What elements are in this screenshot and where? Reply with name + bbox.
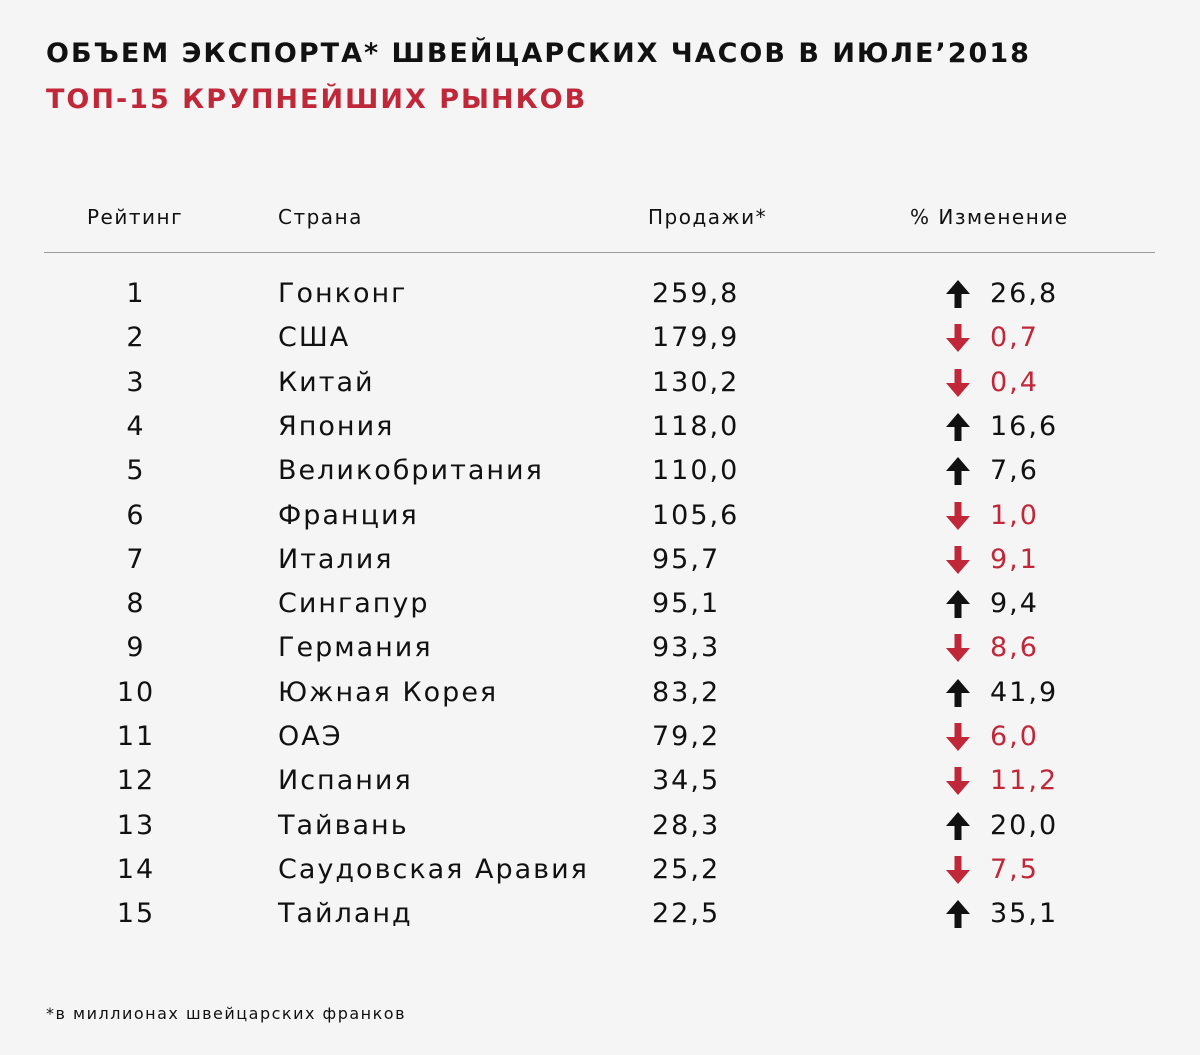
country-cell: США [278, 322, 351, 354]
rank-cell: 1 [126, 278, 146, 309]
table-row [0, 892, 1200, 936]
table-row [0, 671, 1200, 715]
country-cell: Япония [278, 410, 395, 442]
table-row [0, 361, 1200, 405]
change-cell: 1,0 [990, 499, 1039, 531]
rank-cell: 10 [116, 676, 156, 708]
sales-cell: 179,9 [652, 322, 740, 354]
rank-cell: 14 [116, 853, 156, 885]
change-cell: 6,0 [990, 721, 1039, 752]
sales-cell: 259,8 [652, 278, 740, 309]
header-divider [44, 252, 1155, 253]
change-cell: 9,4 [990, 588, 1039, 620]
sales-cell: 95,7 [652, 543, 721, 575]
arrow-down-icon [944, 722, 972, 752]
table-row [0, 715, 1200, 759]
country-cell: ОАЭ [278, 721, 343, 752]
arrow-down-icon [944, 633, 972, 663]
change-cell: 35,1 [990, 898, 1059, 930]
sales-cell: 83,2 [652, 676, 721, 708]
arrow-up-icon [944, 589, 972, 619]
table-row [0, 848, 1200, 892]
column-header-rank: Рейтинг [87, 205, 184, 229]
arrow-down-icon [944, 501, 972, 531]
change-cell: 7,5 [990, 853, 1039, 885]
rank-cell: 13 [116, 809, 156, 841]
change-cell: 16,6 [990, 410, 1059, 442]
column-header-change: % Изменение [910, 205, 1069, 229]
column-header-country: Страна [278, 205, 363, 229]
arrow-down-icon [944, 855, 972, 885]
table-row [0, 759, 1200, 803]
rank-cell: 3 [126, 366, 146, 398]
arrow-down-icon [944, 368, 972, 398]
change-cell: 0,4 [990, 366, 1039, 398]
country-cell: Франция [278, 499, 419, 531]
country-cell: Саудовская Аравия [278, 853, 589, 885]
country-cell: Испания [278, 765, 413, 797]
rank-cell: 8 [126, 588, 146, 620]
rank-cell: 7 [126, 543, 146, 575]
country-cell: Тайланд [278, 898, 413, 930]
change-cell: 0,7 [990, 322, 1039, 354]
change-cell: 41,9 [990, 676, 1059, 708]
table-row [0, 449, 1200, 493]
arrow-up-icon [944, 678, 972, 708]
table-row [0, 582, 1200, 626]
sales-cell: 95,1 [652, 588, 721, 620]
rank-cell: 5 [126, 455, 146, 487]
table-row [0, 494, 1200, 538]
rank-cell: 12 [116, 765, 156, 797]
country-cell: Сингапур [278, 588, 430, 620]
table-row [0, 626, 1200, 670]
sales-cell: 28,3 [652, 809, 721, 841]
rank-cell: 15 [116, 898, 156, 930]
sales-cell: 25,2 [652, 853, 721, 885]
arrow-up-icon [944, 279, 972, 309]
table-row [0, 272, 1200, 316]
country-cell: Гонконг [278, 278, 408, 309]
change-cell: 20,0 [990, 809, 1059, 841]
sales-cell: 79,2 [652, 721, 721, 752]
arrow-up-icon [944, 412, 972, 442]
sales-cell: 22,5 [652, 898, 721, 930]
sales-cell: 93,3 [652, 632, 721, 664]
change-cell: 11,2 [990, 765, 1059, 797]
chart-subtitle: ТОП-15 КРУПНЕЙШИХ РЫНКОВ [46, 84, 588, 115]
country-cell: Южная Корея [278, 676, 499, 708]
change-cell: 26,8 [990, 278, 1059, 309]
footnote: *в миллионах швейцарских франков [46, 1004, 407, 1023]
country-cell: Великобритания [278, 455, 544, 487]
sales-cell: 110,0 [652, 455, 740, 487]
arrow-down-icon [944, 545, 972, 575]
change-cell: 9,1 [990, 543, 1039, 575]
sales-cell: 118,0 [652, 410, 740, 442]
table-row [0, 804, 1200, 848]
rank-cell: 11 [116, 721, 156, 752]
change-cell: 8,6 [990, 632, 1039, 664]
rank-cell: 4 [126, 410, 146, 442]
arrow-down-icon [944, 323, 972, 353]
country-cell: Китай [278, 366, 375, 398]
table-row [0, 405, 1200, 449]
country-cell: Тайвань [278, 809, 409, 841]
chart-title: ОБЪЕМ ЭКСПОРТА* ШВЕЙЦАРСКИХ ЧАСОВ В ИЮЛЕ’2018 [46, 38, 1031, 69]
change-cell: 7,6 [990, 455, 1039, 487]
column-header-sales: Продажи* [648, 205, 768, 229]
arrow-down-icon [944, 766, 972, 796]
rank-cell: 2 [126, 322, 146, 354]
rank-cell: 9 [126, 632, 146, 664]
arrow-up-icon [944, 811, 972, 841]
arrow-up-icon [944, 456, 972, 486]
sales-cell: 130,2 [652, 366, 740, 398]
country-cell: Германия [278, 632, 433, 664]
sales-cell: 105,6 [652, 499, 740, 531]
table-row [0, 538, 1200, 582]
country-cell: Италия [278, 543, 394, 575]
arrow-up-icon [944, 899, 972, 929]
table-row [0, 316, 1200, 360]
sales-cell: 34,5 [652, 765, 721, 797]
rank-cell: 6 [126, 499, 146, 531]
